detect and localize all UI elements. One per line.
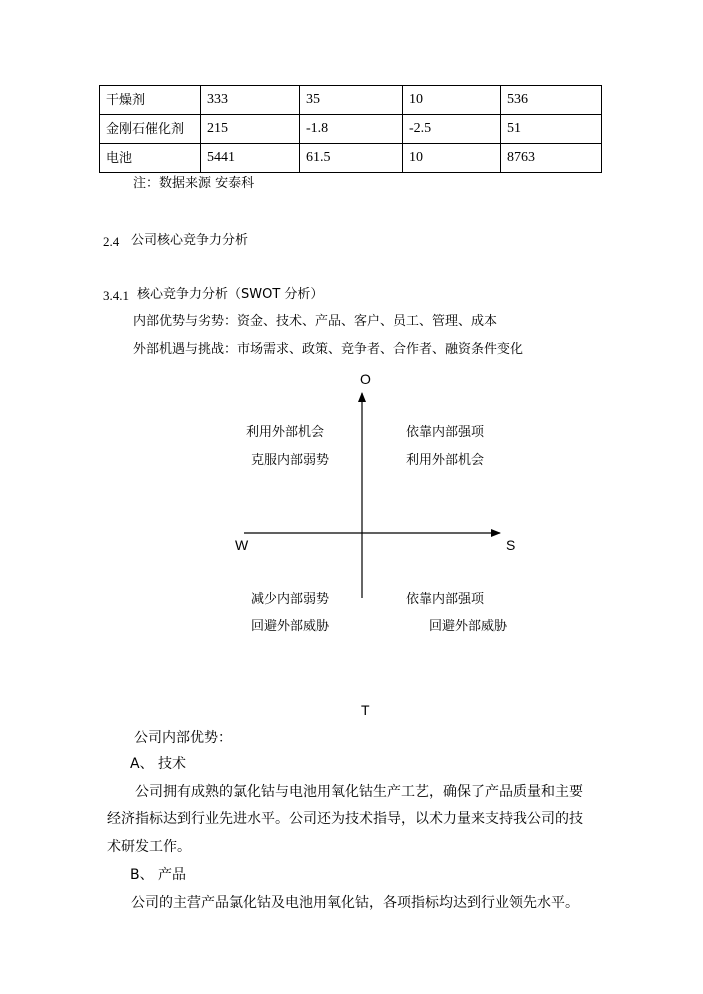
subsection-number: 3.4.1 [103,288,129,303]
table-cell-value: 5441 [201,144,300,173]
so-strategy-line1: 依靠内部强项 [406,425,485,440]
internal-factors: 内部优势与劣势：资金、技术、产品、客户、员工、管理、成本 [133,314,498,329]
axis-label-o: O [360,371,371,387]
item-a-title: A、 技术 [130,756,187,772]
table-cell-value: 333 [201,86,300,115]
axis-label-t: T [361,702,370,718]
table-cell-value: 61.5 [300,144,403,173]
external-factors: 外部机遇与挑战：市场需求、政策、竞争者、合作者、融资条件变化 [133,342,524,357]
table-cell-value: 536 [501,86,602,115]
item-a-line2: 经济指标达到行业先进水平。公司还为技术指导，以术力量来支持我公司的技 [107,811,583,827]
strengths-title: 公司内部优势： [134,730,232,746]
wo-strategy-line2: 克服内部弱势 [251,453,330,468]
table-cell-value: 10 [403,144,501,173]
table-cell-value: -2.5 [403,115,501,144]
wo-strategy-line1: 利用外部机会 [246,425,325,440]
item-a-line3: 术研发工作。 [107,839,191,855]
table-cell-value: 10 [403,86,501,115]
axis-label-s: S [506,537,516,553]
table-cell-value: 8763 [501,144,602,173]
item-b-title: B、 产品 [130,867,187,883]
table-cell-value: 35 [300,86,403,115]
item-b-line1: 公司的主营产品氯化钴及电池用氧化钴，各项指标均达到行业领先水平。 [131,895,579,911]
so-strategy-line2: 利用外部机会 [406,453,485,468]
section-heading: 公司核心竞争力分析 [131,233,249,248]
table-cell-value: 215 [201,115,300,144]
table-cell-category: 电池 [100,144,201,173]
axis-label-w: W [235,537,249,553]
st-strategy-line2: 回避外部威胁 [429,619,508,634]
subsection-heading: 核心竞争力分析（SWOT 分析） [137,287,324,302]
table-cell-category: 金刚石催化剂 [100,115,201,144]
item-a-line1: 公司拥有成熟的氯化钴与电池用氧化钴生产工艺，确保了产品质量和主要 [135,784,583,800]
table-note: 注：数据来源 安泰科 [133,176,255,191]
table-cell-value: -1.8 [300,115,403,144]
section-heading-number: 2.4 [103,234,120,249]
table-cell-value: 51 [501,115,602,144]
wt-strategy-line1: 减少内部弱势 [251,592,330,607]
table-cell-category: 干燥剂 [100,86,201,115]
st-strategy-line1: 依靠内部强项 [406,592,485,607]
wt-strategy-line2: 回避外部威胁 [251,619,330,634]
